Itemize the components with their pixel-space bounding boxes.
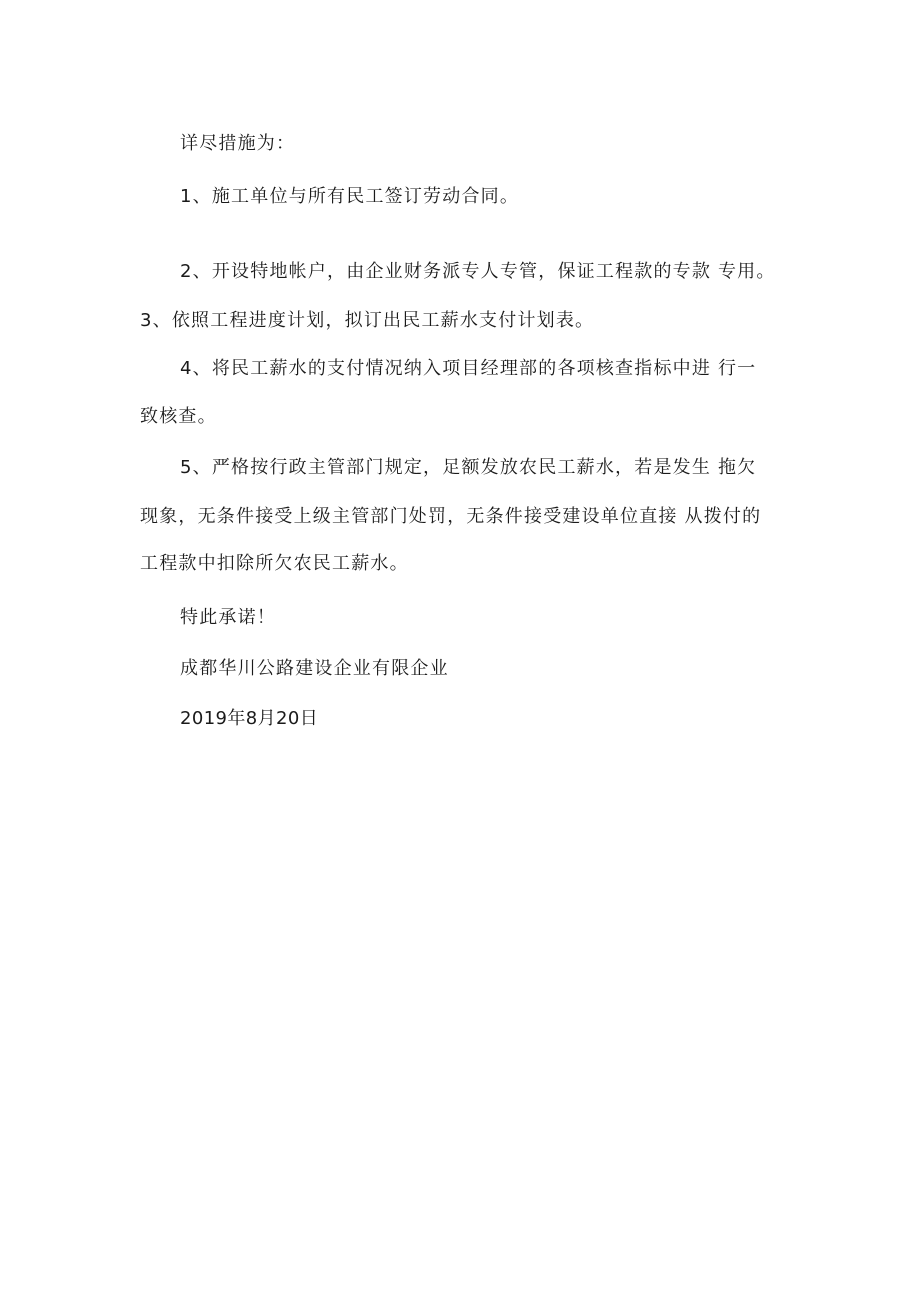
item-5-line-3: 工程款中扣除所欠农民工薪水。 xyxy=(140,553,409,574)
closing-statement: 特此承诺！ xyxy=(180,607,276,628)
company-name: 成都华川公路建设企业有限企业 xyxy=(180,658,449,679)
intro-text: 详尽措施为： xyxy=(180,133,296,154)
item-4-line-2: 致核查。 xyxy=(140,406,217,427)
item-1: 1、施工单位与所有民工签订劳动合同。 xyxy=(180,186,520,207)
item-5-line-1: 5、严格按行政主管部门规定，足额发放农民工薪水，若是发生 拖欠 xyxy=(180,457,757,478)
item-5-line-2: 现象，无条件接受上级主管部门处罚，无条件接受建设单位直接 从拨付的 xyxy=(140,506,762,527)
item-3: 3、依照工程进度计划，拟订出民工薪水支付计划表。 xyxy=(140,310,595,331)
item-4-line-1: 4、将民工薪水的支付情况纳入项目经理部的各项核查指标中进 行一 xyxy=(180,358,757,379)
item-2: 2、开设特地帐户，由企业财务派专人专管，保证工程款的专款 专用。 xyxy=(180,261,776,282)
document-date: 2019年8月20日 xyxy=(180,708,319,729)
